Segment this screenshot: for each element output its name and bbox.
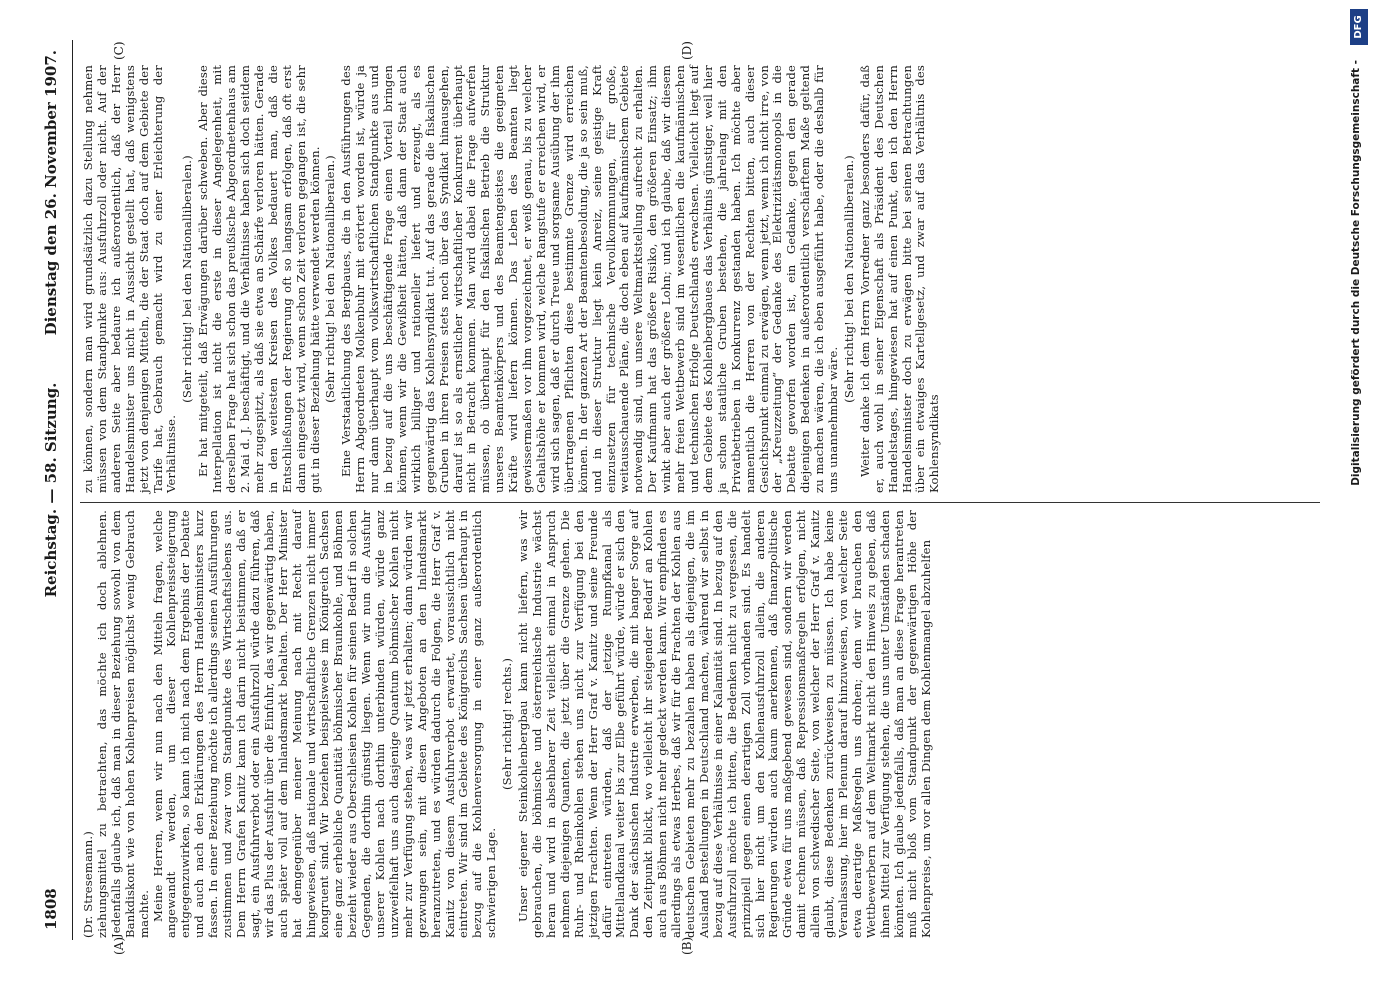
left-column bbox=[82, 510, 934, 938]
digitization-credit: Digitalisierung gefördert durch die Deutsche Forschungsgemeinschaft - bbox=[1350, 60, 1362, 486]
paragraph: Weiter danke ich dem Herrn Vorredner ganz besonders dafür, daß er, auch wohl in seiner Eigenschaft als Präsident des Deutschen Handelstages, hingewiesen hat auf einen Punkt, den ich den Herrn Handelsminister doch zu erwägen bitte bei seinen Betrachtungen über ein etwaiges Kartellgesetz, und zwar auf das Verhältnis des Kohlensyndikats bbox=[857, 65, 942, 493]
interjection: (Sehr richtig! rechts.) bbox=[500, 658, 515, 790]
paragraph: Unser eigener Steinkohlenbergbau kann nicht liefern, was wir gebrauchen, die böhmische und österreichische Industrie wächst heran und wird in absehbarer Zeit vielleicht einmal in Anspruch nehmen diejenigen Quanten, die jetzt über die Grenze gehen. Die Ruhr- und Rheinkohlen stehen uns nicht zur Verfügung bei den jetzigen Frachten. Wenn der Herr Graf v. Kanitz und seine Freunde dafür eintreten würden, daß der jetzige Rumpfkanal als Mittellandkanal weiter bis zur Elbe geführt würde, würde er sich den Dank der sächsischen Industrie erwerben, die mit banger Sorge auf den Zeitpunkt blickt, wo vielleicht ihr steigender Bedarf an Kohlen auch aus Böhmen nicht mehr gedeckt werden kann. Wir empfinden es allerdings als etwas Herbes, daß wir für die Frachten der Kohlen aus deutschen Gebieten mehr zu bezahlen haben als diejenigen, die im Ausland Bestellungen in Deutschland machen, während wir selbst in bezug auf diese Verhältnisse in einer Kalamität sind. In bezug auf den Ausfuhrzoll möchte ich bitten, die Bedenken nicht zu vergessen, die prinzipiell gegen einen derartigen Zoll vorhanden sind. Es handelt sich hier nicht um den Kohlenausfuhrzoll allein, die anderen Regierungen würden auch kaum anerkennen, daß finanzpolitische Gründe etwa für uns maßgebend gewesen sind, sondern wir werden damit rechnen müssen, daß Repressionsmaßregeln erfolgen, nicht allein von schwedischer Seite, von welcher der Herr Graf v. Kanitz glaubt, diese Bedenken zurückweisen zu müssen. Ich habe keine Veranlassung, hier im Plenum darauf hinzuweisen, von welcher Seite etwa derartige Maßregeln uns drohen; denn wir brauchen den Wettbewerbern auf dem Weltmarkt nicht den Hinweis zu geben, daß ihnen Mittel zur Verfügung stehen, die uns unter Umständen schaden könnten. Ich glaube jedenfalls, daß man an diese Frage herantreten muß nicht bloß vom Standpunkt der gegenwärtigen Höhe der Kohlenpreise, um vor allen Dingen dem Kohlenmangel abzuhelfen bbox=[516, 510, 934, 938]
margin-marker-a: (A) bbox=[112, 936, 126, 955]
margin-marker-c: (C) bbox=[112, 41, 126, 60]
paragraph: Meine Herren, wenn wir nun nach den Mitteln fragen, welche angewandt werden, um dieser Kohlenpreissteigerung entgegenzuwirken, so kann ich mich nach dem Ergebnis der Debatte und auch nach den Erklärungen des Herrn Handelsministers kurz fassen. In einer Beziehung möchte ich allerdings seinen Ausführungen zustimmen und zwar vom Standpunkte des Wirtschaftslebens aus. Dem Herrn Grafen Kanitz kann ich darin nicht beistimmen, daß er sagt, ein Ausfuhrverbot oder ein Ausfuhrzoll würde dazu führen, daß wir das Plus der Ausfuhr über die Einfuhr, das wir gegenwärtig haben, auch später voll auf dem Inlandsmarkt behalten. Der Herr Minister hat demgegenüber meiner Meinung nach mit Recht darauf hingewiesen, daß nationale und wirtschaftliche Grenzen nicht immer kongruent sind. Wir beziehen beispielsweise im Königreich Sachsen eine ganz erhebliche Quantität böhmischer Braunkohle, und Böhmen bezieht wieder aus Oberschlesien Kohlen für seinen Bedarf in solchen Gegenden, die dorthin günstig liegen. Wenn wir nun die Ausfuhr unserer Kohlen nach dorthin unterbinden würden, würde ganz unzweifelhaft uns auch dasjenige Quantum böhmischer Kohlen nicht mehr zur Verfügung stehen, was wir jetzt erhalten; dann würden wir gezwungen sein, mit diesen Angeboten an den Inlandsmarkt heranzutreten, und es würden dadurch die Folgen, die Herr Graf v. Kanitz von diesem Ausfuhrverbot erwartet, voraussichtlich nicht eintreten. Wir sind im Gebiete des Königreichs Sachsen überhaupt in bezug auf die Kohlenversorgung in einer ganz außerordentlich schwierigen Lage. bbox=[150, 510, 499, 938]
session-date: Dienstag den 26. November 1907. bbox=[42, 50, 60, 336]
speaker-label: (Dr. Stresemann.) bbox=[81, 831, 95, 938]
right-column bbox=[82, 65, 942, 493]
interjection: (Sehr richtig! bei den Nationalliberalen.) bbox=[323, 155, 338, 403]
paragraph: Eine Verstaatlichung des Bergbaues, die in den Ausführungen des Herrn Abgeordneten Molkenbuhr mit erörtert worden ist, würde ja nur dann überhaupt vom volkswirtschaftlichen Standpunkte aus und in bezug auf die uns beschäftigende Frage einen Vorteil bringen können, wenn wir die Gewißheit hätten, daß dann der Staat auch wirklich billiger und rationeller liefert und erzeugt, als es gegenwärtig das Kohlensyndikat tut. Auf das gerade die fiskalischen Gruben in ihren Preisen stets noch über das Syndikat hinausgehen, darauf ist so als ernstlicher wirtschaftlicher Konkurrent überhaupt nicht in Betracht kommen. Man wird dabei die Frage aufwerfen müssen, ob überhaupt für den fiskalischen Betrieb die Struktur unseres Beamtenkörpers und des Beamtengeistes die geeigneten Kräfte wird liefern können. Das Leben des Beamten liegt gewissermaßen vor ihm vorgezeichnet, er weiß genau, bis zu welcher Gehaltshöhe er kommen wird, welche Rangstufe er erreichen wird, er wird sich sagen, daß er durch Treue und sorgsame Ausübung der ihm übertragenen Pflichten diese bestimmte Grenze wird erreichen können. In der ganzen Art der Beamtenbesoldung, die ja so sein muß, und in dieser Struktur liegt kein Anreiz, seine geistige Kraft einzusetzen für technische Vervollkommnungen, für große, weitausschauende Pläne, die doch eben auf kaufmännischem Gebiete notwendig sind, um unsere Weltmarktstellung aufrecht zu erhalten. Der Kaufmann hat das größere Risiko, den größeren Einsatz; ihm winkt aber auch der größere Lohn; und ich glaube, daß wir diesem mehr freien Wettbewerb sind im wesentlichen die kaufmännischen und technischen Erfolge Deutschlands erwachsen. Vielleicht liegt auf dem Gebiete des Kohlenbergbaues das Verhältnis günstiger, weil hier ja schon staatliche Gruben bestehen, die jahrelang mit den Privatbetrieben in Konkurrenz gestanden haben. Ich möchte aber namentlich die Herren von der Rechten bitten, auch dieser Gesichtspunkt einmal zu erwägen, wenn jetzt, wenn ich nicht irre, von der „Kreuzzeitung“ der Gedanke des Elektrizitätsmonopols in die Debatte geworfen worden ist, ein Gedanke, gegen den gerade diejenigen Bedenken in außerordentlich verschärftem Maße geltend zu machen wären, die ich eben ausgeführt habe, oder die deshalb für uns unannehmbar wäre. bbox=[339, 65, 841, 493]
margin-marker-b: (B) bbox=[680, 936, 694, 955]
session-title: Reichstag. — 58. Sitzung. bbox=[42, 382, 60, 598]
header-rule bbox=[72, 40, 73, 940]
dfg-logo: DFG bbox=[1350, 9, 1368, 45]
column-divider bbox=[80, 502, 1320, 503]
page-number: 1808 bbox=[42, 888, 60, 930]
interjection: (Sehr richtig! bei den Nationalliberalen.) bbox=[841, 155, 856, 403]
paragraph: ziehungsmittel zu betrachten, das möchte ich doch ablehnen. Jedenfalls glaube ich, daß man in dieser Beziehung sowohl von dem Bankdiskont wie von hohen Kohlenpreisen möglichst wenig Gebrauch machte. bbox=[94, 510, 151, 938]
paragraph: zu können, sondern man wird grundsätzlich dazu Stellung nehmen müssen von dem Standpunkte aus: Ausfuhrzoll oder nicht. Auf der anderen Seite aber bedaure ich außerordentlich, daß der Herr Handelsminister uns nicht in Aussicht gestellt hat, daß wenigstens jetzt von denjenigen Mitteln, die der Staat doch auf dem Gebiete der Tarife hat, Gebrauch gemacht wird zu einer Erleichterung der Verhältnisse. bbox=[81, 65, 179, 493]
margin-marker-d: (D) bbox=[680, 41, 694, 60]
page-header bbox=[40, 50, 68, 930]
paragraph: Er hat mitgeteilt, daß Erwägungen darüber schweben. Aber diese Interpellation ist nicht die erste in dieser Angelegenheit, mit derselben Frage hat sich schon das preußische Abgeordnetenhaus am 2. Mai d. J. beschäftigt, und die Verhältnisse haben sich doch seitdem mehr zugespitzt, als daß sie etwa an Schärfe verloren hätten. Gerade in den weitesten Kreisen des Volkes bedauert man, daß die Entschließungen der Regierung oft so langsam erfolgen, daß oft erst dann eingesetzt wird, wenn schon Zeit verloren gegangen ist, die sehr gut in dieser Beziehung hätte verwendet werden können. bbox=[196, 65, 322, 493]
interjection: (Sehr richtig! bei den Nationalliberalen.) bbox=[180, 155, 195, 403]
